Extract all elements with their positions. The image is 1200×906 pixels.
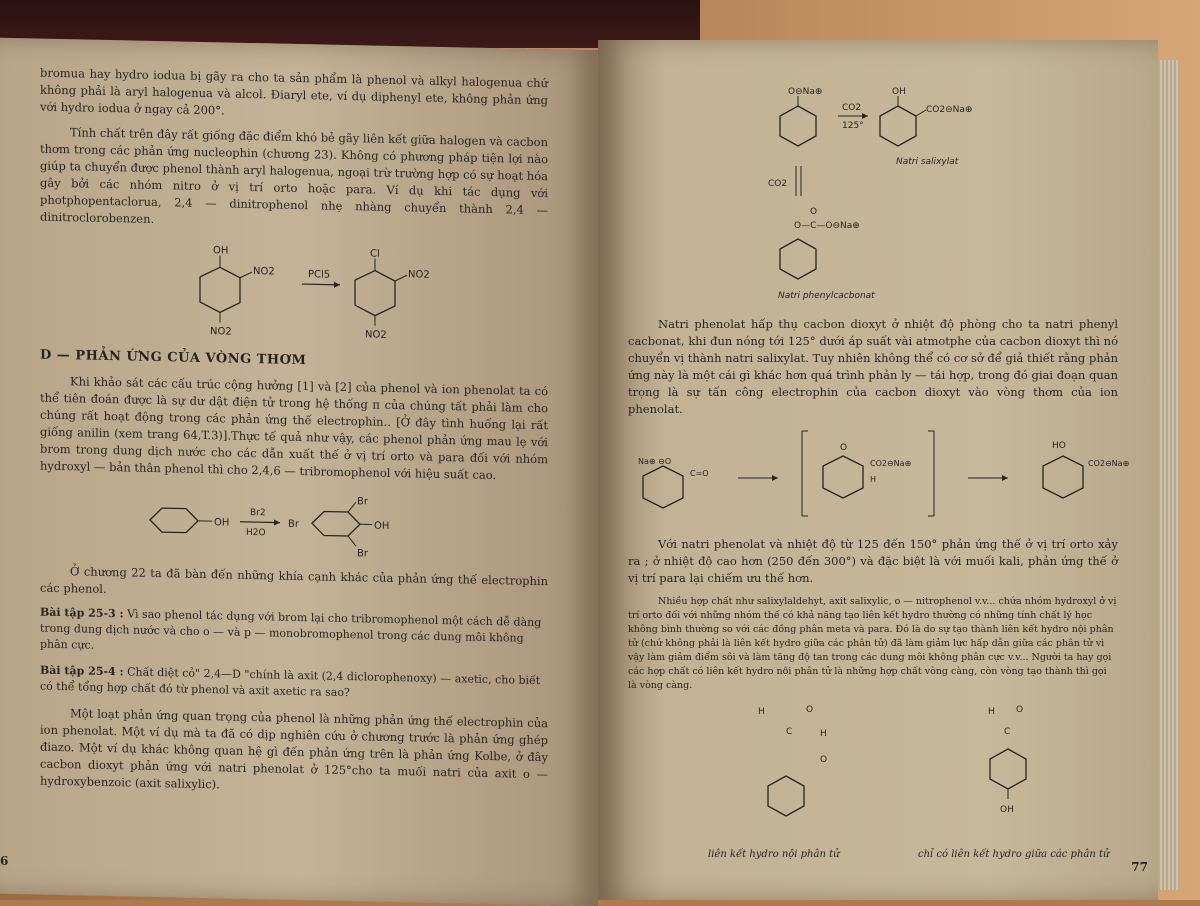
br-ortho-1: Br: [357, 496, 369, 507]
reaction-dinitrophenol: [40, 234, 540, 344]
left-oh: OH: [213, 245, 228, 256]
exercise-25-3-label: Bài tập 25-3 :: [40, 606, 124, 621]
br-para: Br: [288, 519, 300, 530]
left-page: [0, 38, 598, 906]
left-no2-a: NO2: [253, 266, 275, 277]
struct-right-h: H: [988, 707, 995, 717]
left-page-number: 6: [0, 854, 8, 868]
exercise-25-3: [40, 605, 548, 664]
phenol-oh: OH: [214, 517, 229, 528]
exercise-25-4-text: Chất diệt cỏ" 2,4—D "chính là axit (2,4 diclorophenoxy) — axetic, cho biết có thể tổng hợp chất đó từ phenol và axit axetic ra sao?: [40, 665, 540, 699]
kolbe-scheme: [628, 66, 1128, 306]
struct-left-h2: H: [820, 729, 827, 739]
mech-left-label: Na⊕ ⊖O: [638, 457, 671, 466]
struct-left-o-top: O: [806, 705, 813, 715]
phenolate-o-na: O⊖Na⊕: [788, 87, 822, 97]
struct-right-c: C: [1004, 727, 1010, 737]
reaction-bromination: [40, 483, 540, 563]
mech-mid-h: H: [870, 475, 876, 484]
product-oh: OH: [374, 521, 389, 532]
right-page: [598, 40, 1158, 900]
exercise-25-4-label: Bài tập 25-4 :: [40, 664, 124, 679]
right-page-number: 77: [1131, 860, 1148, 874]
salicylate-oh: OH: [892, 87, 906, 97]
co2-down: CO2: [768, 179, 787, 189]
left-para-4: Ở chương 22 ta đã bàn đến những khía cạnh khác của phản ứng thế electrophin các phenol.: [40, 563, 548, 608]
struct-right-o: O: [1016, 705, 1023, 715]
struct-left-c: C: [786, 727, 792, 737]
mech-right-co2: CO2⊖Na⊕: [1088, 459, 1129, 468]
kolbe-mechanism: [628, 426, 1138, 526]
left-para-5: Một loạt phản ứng quan trọng của phenol là những phản ứng thế electrophin của ion phenolat. Một ví dụ mà ta đã có dịp nghiên cứu ở chương trước là phản ứng ghép điazo. Một ví dụ khác không quan hệ gì đến phản ứng trên là phản ứng Kolbe, ở đây cacbon dioxyt phản ứng với natri phenolat ở 125°cho ta muối natri của axit o — hydroxybenzoic (axit salixylic).: [40, 705, 548, 801]
mech-mid-co2: CO2⊖Na⊕: [870, 459, 911, 468]
right-para-3: Nhiều hợp chất như salixylaldehyt, axit salixylic, o — nitrophenol v.v... chứa nhóm hydroxyl ở vị trí orto đối với những nhóm thế có khả năng tạo liên kết hydro thường có những tính chất lý học không bình thường so với các đồng phân meta và para. Đó là do sự tạo thành liên kết hydro nội phân tử (chứ không phải là liên kết hydro giữa các phân tử) đã làm giảm lực hấp dẫn giữa các phân tử vì vậy làm giảm điểm sôi và làm tăng độ tan trong các dung môi không phân cực v.v... Người ta hay gọi các hợp chất có liên kết hydro nội phân tử là những hợp chất vòng càng, còn vòng tạo thành thì gọi là vòng càng.: [628, 595, 1118, 693]
carbonate-name: Natri phenylcacbonat: [778, 291, 875, 301]
co2-label: CO2: [842, 103, 861, 113]
left-no2-b: NO2: [210, 326, 232, 337]
caption-intramolecular: liên kết hydro nội phân tử: [708, 849, 840, 860]
mech-right-ho: HO: [1052, 441, 1066, 451]
exercise-25-4: [40, 663, 548, 706]
section-heading: D — PHẢN ỨNG CỦA VÒNG THƠM: [40, 348, 548, 374]
reagent-pcl5: PCl5: [308, 269, 330, 280]
left-para-2: Tính chất trên đây rất giống đặc điểm khó bẻ gãy liên kết giữa halogen và cacbon thơm trong các phản ứng nucleophin (chương 23). Không có phương pháp tiện lợi nào giúp ta chuyển được phenol thành aryl halogenua, ngoại trừ trường hợp có sự hoạt hóa gây bởi các nhóm nitro ở vị trí orto hoặc para. Ví dụ khi tác dụng với photphopentaclorua, 2,4 — dinitrophenol nhẹ nhàng chuyển thành 2,4 — dinitroclorobenzen.: [40, 124, 548, 237]
carbonate-group: O—C—O⊖Na⊕: [794, 221, 860, 231]
hydrogen-bond-structures: [628, 699, 1128, 839]
right-para-2: Với natri phenolat và nhiệt độ từ 125 đến 150° phản ứng thế ở vị trí orto xảy ra ; ở nhiệt độ cao hơn (250 đến 300°) và đặc biệt là với muối kali, phản ứng thế ở vị trí para lại chiếm ưu thế hơn.: [628, 536, 1118, 587]
right-no2-b: NO2: [365, 329, 387, 340]
left-para-3: Khi khảo sát các cấu trúc cộng hưởng [1] và [2] của phenol và ion phenolat ta có thể tiên đoán được là sự dư dật điện tử trong hệ thống π của chúng tất phải làm cho chúng rất hoạt động trong các phản ứng thế electrophin.. [Ở đây tình huống lại rất giống anilin (xem trang 64,T.3)].Thực tế quả như vậy, các phenol phản ứng mau lẹ với brom trong dung dịch nước cho các dẫn xuất thế ở vị trí orto và para đối với nhóm hydroxyl — bản thân phenol thì cho 2,4,6 — tribromophenol với hiệu suất cao.: [40, 373, 548, 486]
reagent-h2o: H2O: [246, 528, 266, 538]
mech-mid-o: O: [840, 443, 847, 453]
temp-label: 125°: [842, 121, 864, 131]
exercise-25-3-text: Vì sao phenol tác dụng với brom lại cho tribromophenol một cách dễ dàng trong dung dịch nước và cho o — và p — monobromophenol trong các dung môi không phân cực.: [40, 607, 541, 651]
struct-right-oh: OH: [1000, 805, 1014, 815]
left-para-1: bromua hay hydro iodua bị gãy ra cho ta sản phẩm là phenol và alkyl halogenua chứ không phải là aryl halogenua và alcol. Điaryl ete, ví dụ diphenyl ete, không phản ứng với hydro iodua ở ngay cả 200°.: [40, 65, 548, 127]
right-cl: Cl: [370, 248, 380, 259]
mech-left-co2: C=O: [690, 469, 709, 478]
right-no2-a: NO2: [408, 269, 430, 280]
carbonate-o: O: [810, 207, 817, 217]
br-ortho-2: Br: [357, 548, 369, 559]
right-para-1: Natri phenolat hấp thụ cacbon dioxyt ở nhiệt độ phòng cho ta natri phenyl cacbonat, khi đun nóng tới 125° dưới áp suất vài atmotphe của cacbon dioxyt thì nó chuyển vị thành natri salixylat. Tuy nhiên không thể có cơ sở để giả thiết rằng phản ứng này là một cái gì khác hơn quá trình phản ly — tái hợp, trong đó giai đoạn quan trọng là sự tấn công electrophin của cacbon dioxyt vào vòng thơm của ion phenolat.: [628, 316, 1118, 418]
struct-left-h: H: [758, 707, 765, 717]
caption-intermolecular: chỉ có liên kết hydro giữa các phân tử: [918, 849, 1109, 860]
salicylate-co2na: CO2⊖Na⊕: [926, 105, 972, 115]
struct-left-o-bot: O: [820, 755, 827, 765]
reagent-br2: Br2: [250, 508, 266, 518]
salicylate-name: Natri salixylat: [896, 157, 959, 167]
